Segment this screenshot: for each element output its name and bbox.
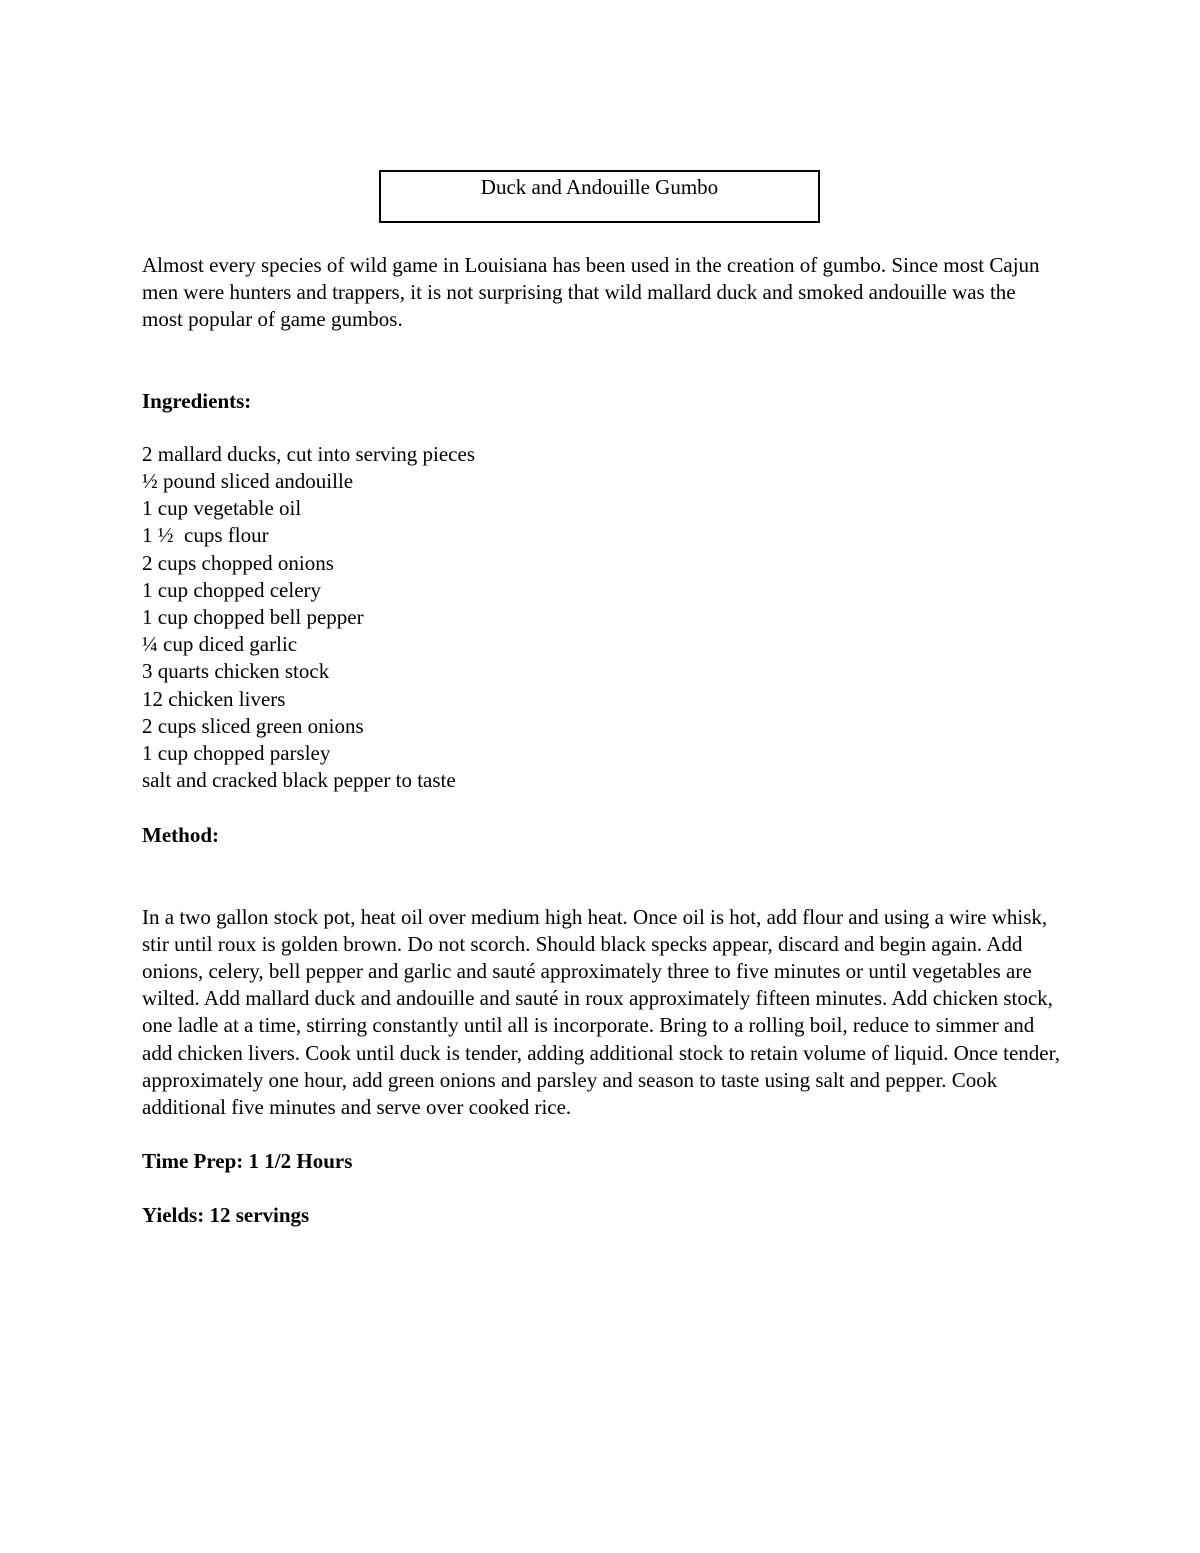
ingredients-heading: Ingredients: [142,388,252,413]
ingredient-item: 1 cup chopped celery [142,577,322,602]
recipe-body [142,252,1072,1230]
ingredient-item: 1 cup chopped bell pepper [142,605,364,630]
ingredient-item: 1 ½ cups flour [142,523,269,548]
yields: Yields: 12 servings [142,1203,310,1228]
title-box [379,170,820,223]
ingredient-item: salt and cracked black pepper to taste [142,768,456,793]
ingredient-item: 3 quarts chicken stock [142,659,330,684]
intro-paragraph: Almost every species of wild game in Louisiana has been used in the creation of gumbo. Since most Cajun men were hunters and trappers, it is not surprising that wild mallard duck and smoked andouille was the most popular of game gumbos. [142,253,1040,332]
ingredient-item: 1 cup vegetable oil [142,496,302,521]
time-prep: Time Prep: 1 1/2 Hours [142,1149,353,1174]
ingredient-item: 12 chicken livers [142,686,286,711]
ingredient-item: ¼ cup diced garlic [142,632,298,657]
ingredient-item: ½ pound sliced andouille [142,469,354,494]
ingredient-item: 1 cup chopped parsley [142,741,331,766]
method-heading: Method: [142,823,219,848]
recipe-title: Duck and Andouille Gumbo [480,175,719,199]
ingredient-item: 2 cups chopped onions [142,550,334,575]
ingredient-item: 2 mallard ducks, cut into serving pieces [142,441,475,466]
ingredient-list [142,441,1072,795]
ingredient-item: 2 cups sliced green onions [142,713,364,738]
method-paragraph: In a two gallon stock pot, heat oil over medium high heat. Once oil is hot, add flour and using a wire whisk, stir until roux is golden brown. Do not scorch. Should black specks appear, discard and begin again. Add onions, celery, bell pepper and garlic and sauté approximately three to five minutes or until vegetables are wilted. Add mallard duck and andouille and sauté in roux approximately fifteen minutes. Add chicken stock, one ladle at a time, stirring constantly until all is incorporate. Bring to a rolling boil, reduce to simmer and add chicken livers. Cook until duck is tender, adding additional stock to retain volume of liquid. Once tender, approximately one hour, add green onions and parsley and season to taste using salt and pepper. Cook additional five minutes and serve over cooked rice. [142,904,1061,1120]
